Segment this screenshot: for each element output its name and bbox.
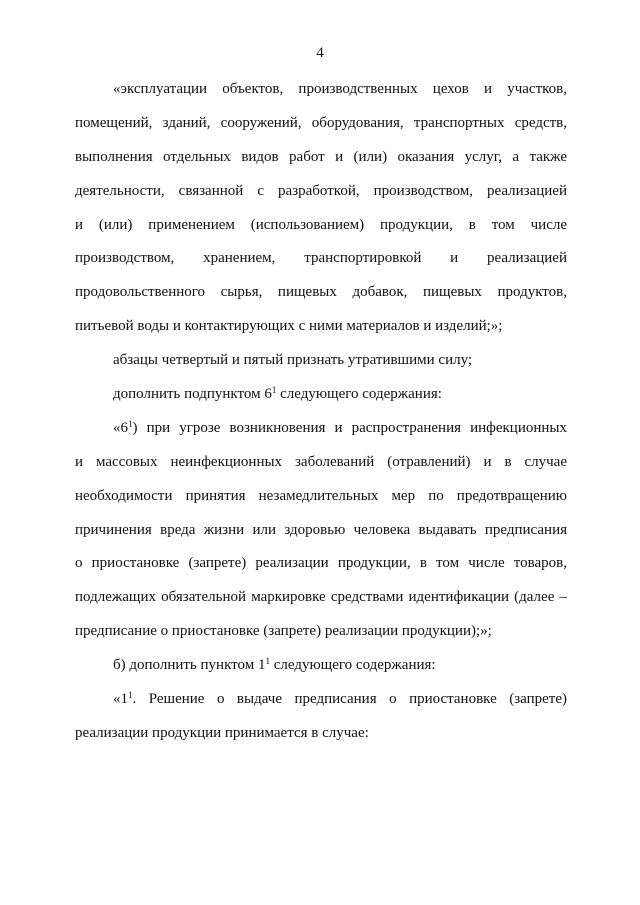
superscript: 1 [265, 656, 270, 667]
text-line: продовольственного сырья, пищевых добавок, пищевых продуктов, [75, 284, 567, 301]
superscript: 1 [128, 418, 133, 429]
document-body [75, 78, 567, 756]
paragraph-6 [75, 688, 567, 756]
superscript: 1 [128, 690, 133, 701]
text-line [75, 383, 567, 417]
text-fragment: дополнить подпунктом 6 [113, 386, 272, 403]
text-fragment: б) дополнить пунктом 1 [113, 657, 266, 674]
page-number: 4 [316, 45, 324, 61]
text-line: предписание о приостановке (запрете) реализации продукции);»; [75, 623, 492, 640]
text-line: необходимости принятия незамедлительных мер по предотвращению [75, 487, 567, 504]
paragraph-5 [75, 654, 567, 688]
text-line [75, 688, 567, 722]
superscript: 1 [271, 385, 277, 396]
text-line: подлежащих обязательной маркировке средствами идентификации (далее – [75, 589, 567, 606]
paragraph-3 [75, 383, 567, 417]
text-fragment: . Решение о выдаче предписания о приостановке (запрете) [132, 691, 567, 708]
text-fragment: «6 [113, 419, 128, 436]
text-line: о приостановке (запрете) реализации продукции, в том числе товаров, [75, 555, 567, 572]
text-line: производством, хранением, транспортировкой и реализацией [75, 250, 567, 267]
text-line: реализации продукции принимается в случае: [75, 724, 369, 741]
text-line [75, 654, 567, 688]
paragraph-1 [75, 78, 567, 349]
text-fragment: следующего содержания: [269, 657, 436, 674]
text-line: помещений, зданий, сооружений, оборудования, транспортных средств, [75, 114, 567, 131]
text-line: выполнения отдельных видов работ и (или) оказания услуг, а также [75, 148, 567, 165]
text-fragment: ) при угрозе возникновения и распространения инфекционных [132, 419, 567, 436]
text-line: абзацы четвертый и пятый признать утратившими силу; [113, 352, 473, 369]
text-line: питьевой воды и контактирующих с ними материалов и изделий;»; [75, 318, 503, 335]
text-line: и (или) применением (использованием) продукции, в том числе [75, 216, 567, 233]
text-line: причинения вреда жизни или здоровью человека выдавать предписания [75, 521, 567, 538]
text-line: «эксплуатации объектов, производственных цехов и участков, [113, 81, 567, 97]
text-fragment: «1 [113, 691, 128, 708]
text-fragment: следующего содержания: [276, 386, 442, 403]
text-line [75, 417, 567, 451]
text-line: деятельности, связанной с разработкой, производством, реализацией [75, 182, 567, 199]
text-line: и массовых неинфекционных заболеваний (отравлений) и в случае [75, 453, 567, 470]
paragraph-2 [75, 349, 567, 383]
paragraph-4 [75, 417, 567, 654]
